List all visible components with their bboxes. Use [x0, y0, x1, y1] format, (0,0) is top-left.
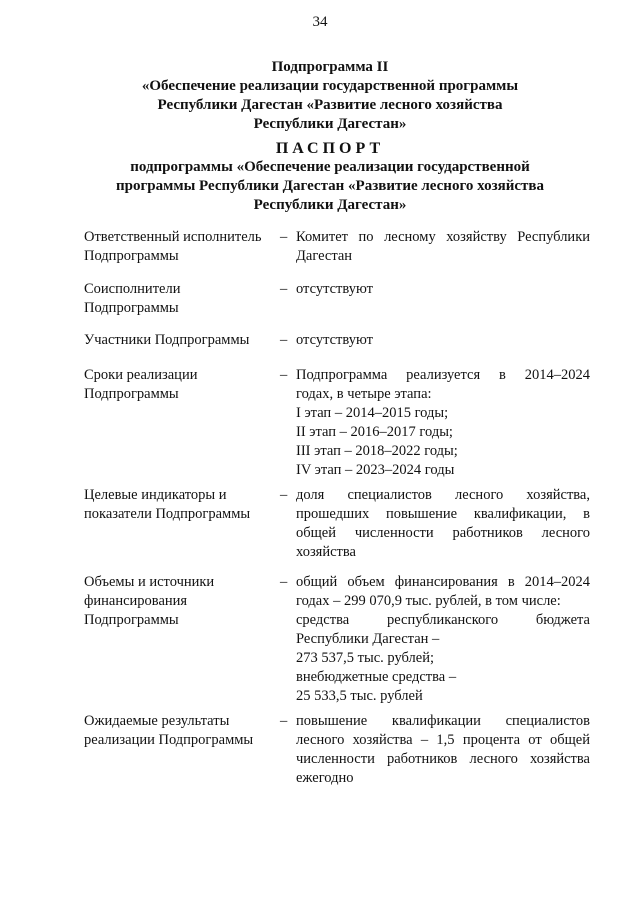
row-value-line: годах, в четыре этапа: [296, 386, 432, 402]
row-value-line: отсутствуют [296, 281, 373, 297]
row-value-line: общей численности работников лесного [296, 525, 590, 541]
row-value-line: лесного хозяйства – 1,5 процента от общей [296, 732, 590, 748]
row-label [84, 712, 274, 750]
row-label-line: Ответственный исполнитель [84, 229, 262, 245]
row-label [84, 331, 274, 350]
subprogram-heading-line: Подпрограмма II [271, 59, 389, 75]
row-value [296, 228, 590, 266]
row-label-line: Сроки реализации [84, 367, 198, 383]
row-value-line: I этап – 2014–2015 годы; [296, 405, 449, 421]
row-value-line: II этап – 2016–2017 годы; [296, 424, 453, 440]
row-value-line: численности работников лесного хозяйства [296, 751, 590, 767]
row-value [296, 280, 590, 299]
row-value-line: III этап – 2018–2022 годы; [296, 443, 458, 459]
row-value-line: Комитет по лесному хозяйству Республики [296, 229, 590, 245]
row-value-line: повышение квалификации специалистов [296, 713, 590, 729]
row-value [296, 486, 590, 562]
subprogram-heading [60, 58, 600, 134]
row-value-line: IV этап – 2023–2024 годы [296, 462, 455, 478]
row-label-line: показатели Подпрограммы [84, 506, 251, 522]
row-label [84, 366, 274, 404]
row-label [84, 486, 274, 524]
row-value-line: ежегодно [296, 770, 354, 786]
row-value-line: общий объем финансирования в 2014–2024 [296, 574, 590, 590]
row-label-line: Подпрограммы [84, 386, 179, 402]
row-dash: – [280, 281, 288, 297]
row-label [84, 280, 274, 318]
row-label-line: Участники Подпрограммы [84, 332, 250, 348]
row-label-line: Подпрограммы [84, 300, 179, 316]
row-dash: – [280, 487, 288, 503]
row-label-line: Ожидаемые результаты [84, 713, 230, 729]
row-dash: – [280, 229, 288, 245]
passport-heading-line: Республики Дагестан» [253, 197, 407, 213]
row-value [296, 573, 590, 706]
row-value-line: годах – 299 070,9 тыс. рублей, в том числе: [296, 593, 561, 609]
row-label-line: Целевые индикаторы и [84, 487, 227, 503]
subprogram-heading-line: «Обеспечение реализации государственной программы [141, 78, 519, 94]
row-value [296, 331, 590, 350]
row-value-line: внебюджетные средства – [296, 669, 457, 685]
row-value-line: отсутствуют [296, 332, 373, 348]
page-number: 34 [312, 14, 328, 30]
row-label-line: Объемы и источники [84, 574, 215, 590]
subprogram-heading-line: Республики Дагестан «Развитие лесного хозяйства [157, 97, 503, 113]
passport-heading [60, 139, 600, 215]
row-label [84, 573, 274, 630]
row-value-line: хозяйства [296, 544, 356, 560]
row-value [296, 366, 590, 480]
passport-title: ПАСПОРТ [275, 140, 385, 157]
row-label-line: Соисполнители [84, 281, 181, 297]
row-label-line: реализации Подпрограммы [84, 732, 254, 748]
row-label-line: Подпрограммы [84, 248, 179, 264]
row-value-line: 273 537,5 тыс. рублей; [296, 650, 434, 666]
row-value-line: Дагестан [296, 248, 353, 264]
row-value-line: 25 533,5 тыс. рублей [296, 688, 423, 704]
row-value-line: прошедших повышение квалификации, в [296, 506, 590, 522]
row-value-line: Подпрограмма реализуется в 2014–2024 [296, 367, 590, 383]
passport-heading-line: подпрограммы «Обеспечение реализации государственной [130, 159, 530, 175]
row-value [296, 712, 590, 788]
row-label-line: финансирования [84, 593, 188, 609]
row-value-line: Республики Дагестан – [296, 631, 440, 647]
subprogram-heading-line: Республики Дагестан» [253, 116, 407, 132]
row-dash: – [280, 713, 288, 729]
row-value-line: средства республиканского бюджета [296, 612, 590, 628]
row-label [84, 228, 274, 266]
passport-heading-line: программы Республики Дагестан «Развитие лесного хозяйства [116, 178, 544, 194]
row-dash: – [280, 574, 288, 590]
row-label-line: Подпрограммы [84, 612, 179, 628]
row-dash: – [280, 367, 288, 383]
row-dash: – [280, 332, 288, 348]
row-value-line: доля специалистов лесного хозяйства, [296, 487, 590, 503]
